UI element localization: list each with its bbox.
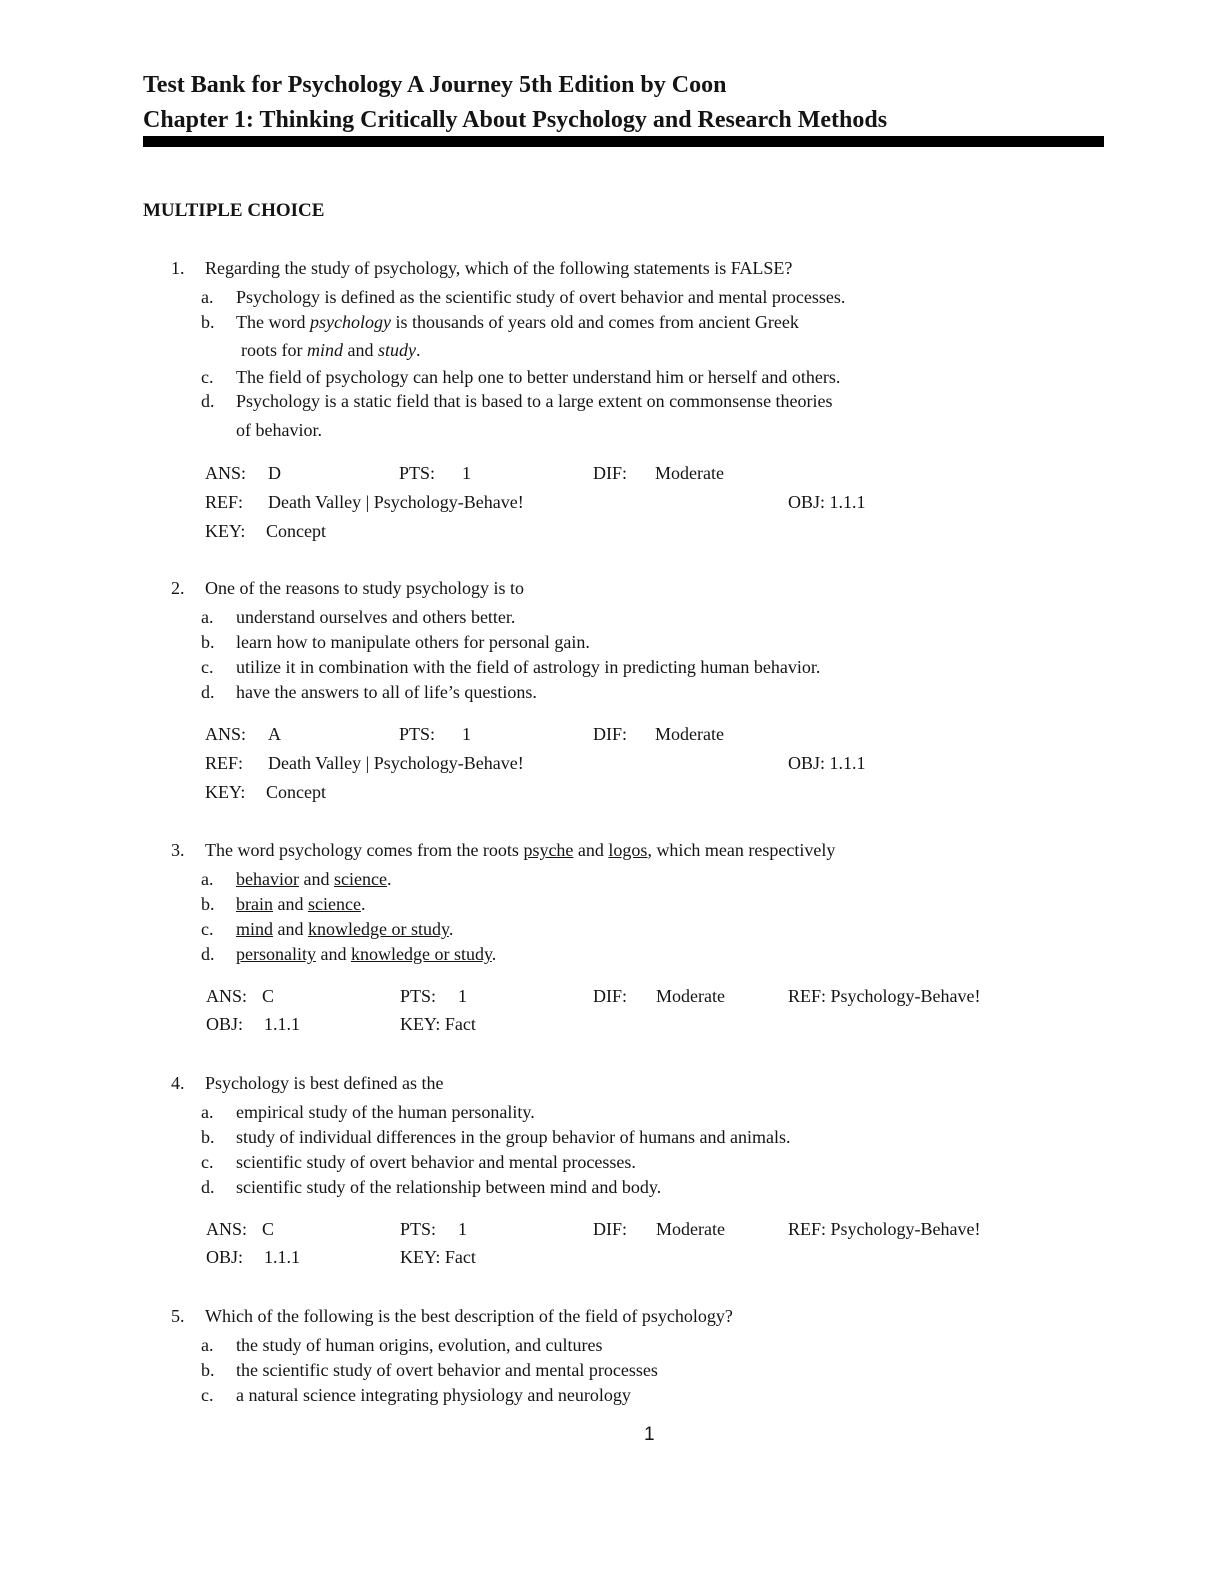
option-a: understand ourselves and others better.: [236, 607, 516, 627]
option-c: utilize it in combination with the field of astrology in predicting human behavior.: [236, 657, 821, 677]
pts-value: 1: [458, 986, 467, 1006]
pts-value: 1: [462, 463, 471, 483]
option-a: Psychology is defined as the scientific study of overt behavior and mental processes.: [236, 287, 846, 307]
question-number: 1.: [171, 258, 185, 278]
option-a: the study of human origins, evolution, and cultures: [236, 1335, 603, 1355]
ans-label: ANS:: [205, 724, 247, 744]
chapter-title: Chapter 1: Thinking Critically About Psychology and Research Methods: [143, 107, 888, 133]
option-b: learn how to manipulate others for personal gain.: [236, 632, 590, 652]
option-letter: b.: [201, 1360, 215, 1380]
option-b: The word psychology is thousands of years old and comes from ancient Greek: [236, 312, 799, 332]
ans-label: ANS:: [205, 463, 247, 483]
question-number: 4.: [171, 1073, 185, 1093]
dif-value: Moderate: [655, 724, 724, 744]
option-letter: c.: [201, 657, 214, 677]
ref-value: Death Valley | Psychology-Behave!: [268, 753, 524, 773]
option-letter: d.: [201, 1177, 215, 1197]
key-label: KEY:: [205, 782, 246, 802]
question-stem: Regarding the study of psychology, which of the following statements is FALSE?: [205, 258, 793, 278]
pts-label: PTS:: [400, 986, 437, 1006]
question-stem: Which of the following is the best description of the field of psychology?: [205, 1306, 733, 1326]
option-d: have the answers to all of life’s questions.: [236, 682, 537, 702]
option-d: scientific study of the relationship between mind and body.: [236, 1177, 662, 1197]
question-stem: One of the reasons to study psychology is to: [205, 578, 524, 598]
option-a: empirical study of the human personality.: [236, 1102, 535, 1122]
option-letter: a.: [201, 1335, 214, 1355]
pts-value: 1: [462, 724, 471, 744]
option-letter: a.: [201, 1102, 214, 1122]
key-value: KEY: Fact: [400, 1247, 476, 1267]
option-letter: a.: [201, 287, 214, 307]
dif-label: DIF:: [593, 1219, 628, 1239]
key-label: KEY:: [205, 521, 246, 541]
dif-value: Moderate: [656, 1219, 725, 1239]
obj-value: OBJ: 1.1.1: [788, 753, 866, 773]
page-number: 1: [644, 1424, 655, 1445]
question-number: 3.: [171, 840, 185, 860]
option-letter: c.: [201, 919, 214, 939]
dif-label: DIF:: [593, 724, 628, 744]
obj-value: 1.1.1: [264, 1247, 300, 1267]
option-letter: c.: [201, 1152, 214, 1172]
dif-label: DIF:: [593, 463, 628, 483]
option-letter: c.: [201, 1385, 214, 1405]
obj-label: OBJ:: [206, 1014, 244, 1034]
option-letter: b.: [201, 312, 215, 332]
ans-label: ANS:: [206, 1219, 248, 1239]
ref-value: Death Valley | Psychology-Behave!: [268, 492, 524, 512]
option-b-continued: roots for mind and study.: [241, 340, 421, 360]
dif-value: Moderate: [655, 463, 724, 483]
option-c: mind and knowledge or study.: [236, 919, 454, 939]
key-value: Concept: [266, 521, 326, 541]
option-c: a natural science integrating physiology and neurology: [236, 1385, 631, 1405]
option-c: scientific study of overt behavior and mental processes.: [236, 1152, 636, 1172]
obj-value: OBJ: 1.1.1: [788, 492, 866, 512]
option-letter: d.: [201, 391, 215, 411]
pts-label: PTS:: [400, 1219, 437, 1239]
option-a: behavior and science.: [236, 869, 392, 889]
option-c: The field of psychology can help one to better understand him or herself and others.: [236, 367, 841, 387]
option-d: Psychology is a static field that is based to a large extent on commonsense theories: [236, 391, 833, 411]
ans-value: C: [262, 986, 275, 1006]
option-letter: c.: [201, 367, 214, 387]
option-b: brain and science.: [236, 894, 366, 914]
obj-label: OBJ:: [206, 1247, 244, 1267]
key-value: Concept: [266, 782, 326, 802]
pts-label: PTS:: [399, 724, 436, 744]
ref-value: REF: Psychology-Behave!: [788, 1219, 981, 1239]
question-stem: The word psychology comes from the roots psyche and logos, which mean respectively: [205, 840, 836, 860]
dif-value: Moderate: [656, 986, 725, 1006]
obj-value: 1.1.1: [264, 1014, 300, 1034]
option-letter: b.: [201, 894, 215, 914]
ans-label: ANS:: [206, 986, 248, 1006]
ref-label: REF:: [205, 492, 244, 512]
option-letter: d.: [201, 682, 215, 702]
option-letter: b.: [201, 632, 215, 652]
ans-value: D: [268, 463, 281, 483]
ref-label: REF:: [205, 753, 244, 773]
option-d-continued: of behavior.: [236, 420, 322, 440]
option-letter: d.: [201, 944, 215, 964]
pts-label: PTS:: [399, 463, 436, 483]
ans-value: C: [262, 1219, 275, 1239]
document-title: Test Bank for Psychology A Journey 5th Edition by Coon: [143, 72, 727, 98]
dif-label: DIF:: [593, 986, 628, 1006]
option-letter: a.: [201, 869, 214, 889]
option-d: personality and knowledge or study.: [236, 944, 497, 964]
option-b: the scientific study of overt behavior and mental processes: [236, 1360, 658, 1380]
question-number: 2.: [171, 578, 185, 598]
ans-value: A: [268, 724, 281, 744]
key-value: KEY: Fact: [400, 1014, 476, 1034]
question-number: 5.: [171, 1306, 185, 1326]
option-b: study of individual differences in the group behavior of humans and animals.: [236, 1127, 791, 1147]
section-heading: MULTIPLE CHOICE: [143, 200, 325, 221]
question-stem: Psychology is best defined as the: [205, 1073, 444, 1093]
option-letter: b.: [201, 1127, 215, 1147]
pts-value: 1: [458, 1219, 467, 1239]
header-rule: [143, 136, 1104, 147]
option-letter: a.: [201, 607, 214, 627]
ref-value: REF: Psychology-Behave!: [788, 986, 981, 1006]
